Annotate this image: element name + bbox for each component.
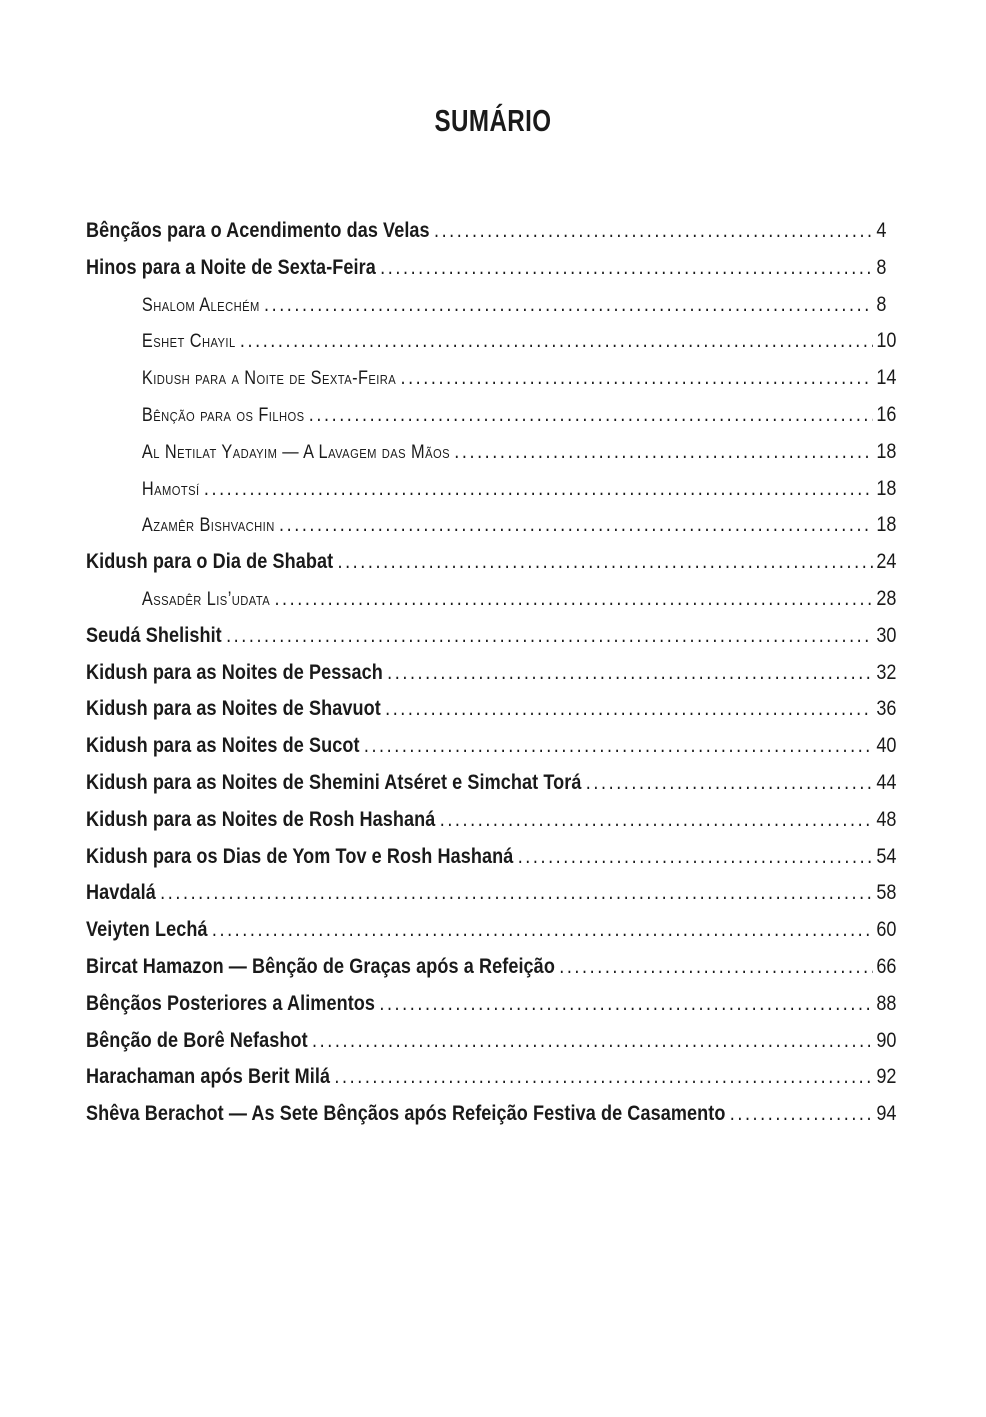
toc-entry[interactable] <box>86 218 902 255</box>
toc-entry-label: Veiyten Lechá <box>86 918 208 942</box>
toc-entry[interactable] <box>86 292 902 329</box>
dot-leader <box>582 770 873 795</box>
toc-entry-label: Shalom Alechém <box>141 294 260 316</box>
toc-entry-page: 8 <box>876 292 887 316</box>
toc-entry[interactable] <box>86 549 902 586</box>
dot-leader <box>305 402 873 427</box>
toc-entry[interactable] <box>86 476 902 513</box>
toc-entry-label: Eshet Chayil <box>141 331 236 353</box>
dot-leader <box>381 696 873 721</box>
toc-entry-page: 66 <box>876 954 897 978</box>
toc-entry[interactable] <box>86 844 902 881</box>
toc-entry-page: 10 <box>876 329 897 353</box>
toc-entry-label: Bircat Hamazon — Bênção de Graças após a Refeição <box>86 954 555 978</box>
toc-entry-label: Harachaman após Berit Milá <box>86 1065 331 1089</box>
toc-entry-label: Hamotsí <box>141 478 200 500</box>
toc-entry-page: 24 <box>876 550 897 574</box>
toc-entry-page: 90 <box>876 1028 897 1052</box>
toc-entry-page: 4 <box>876 219 887 242</box>
toc-entry[interactable] <box>86 255 902 292</box>
dot-leader <box>360 733 873 758</box>
dot-leader <box>208 917 873 942</box>
toc-entry[interactable] <box>86 402 902 439</box>
dot-leader <box>308 1028 873 1053</box>
toc-entry[interactable] <box>86 1028 902 1065</box>
toc-entry-label: Kidush para as Noites de Rosh Hashaná <box>86 807 436 831</box>
dot-leader <box>435 807 872 832</box>
toc-entry-label: Kidush para as Noites de Shavuot <box>86 697 381 721</box>
toc-entry-page: 18 <box>876 439 897 463</box>
dot-leader <box>330 1064 873 1089</box>
toc-entry-label: Azamêr Bishvachin <box>141 515 275 537</box>
toc-entry-label: Shêva Berachot — As Sete Bênçãos após Refeição Festiva de Casamento <box>86 1102 726 1126</box>
toc-entry[interactable] <box>86 1101 902 1138</box>
toc-entry-label: Hinos para a Noite de Sexta-Feira <box>86 255 376 279</box>
toc-entry-page: 18 <box>876 476 897 500</box>
dot-leader <box>376 255 873 280</box>
toc-entry[interactable] <box>86 991 902 1028</box>
toc-entry[interactable] <box>86 365 902 402</box>
dot-leader <box>333 549 873 574</box>
toc-entry[interactable] <box>86 954 902 991</box>
toc-entry-page: 54 <box>876 844 897 868</box>
dot-leader <box>725 1101 872 1126</box>
toc-entry-page: 48 <box>876 807 897 831</box>
toc-entry-label: Al Netilat Yadayim — A Lavagem das Mãos <box>141 441 450 463</box>
toc-entry[interactable] <box>86 660 902 697</box>
toc-entry-label: Bênção para os Filhos <box>141 404 305 426</box>
toc-entry-label: Kidush para a Noite de Sexta-Feira <box>141 368 397 390</box>
toc-entry-page: 88 <box>876 991 897 1015</box>
dot-leader <box>430 218 873 243</box>
toc-entry[interactable] <box>86 917 902 954</box>
toc-entry[interactable] <box>86 1064 902 1101</box>
dot-leader <box>375 991 873 1016</box>
page-title: SUMÁRIO <box>434 103 552 138</box>
toc-entry-label: Seudá Shelishit <box>86 623 222 647</box>
toc-entry-page: 16 <box>876 402 897 426</box>
dot-leader <box>156 880 873 905</box>
toc-entry[interactable] <box>86 328 902 365</box>
dot-leader <box>275 512 873 537</box>
dot-leader <box>270 586 873 611</box>
toc-entry-page: 8 <box>876 255 887 279</box>
toc-entry[interactable] <box>86 439 902 476</box>
toc-entry-page: 60 <box>876 918 897 942</box>
toc-entry-label: Havdalá <box>86 881 156 905</box>
toc-entry-page: 40 <box>876 734 897 758</box>
toc-entry-label: Kidush para as Noites de Shemini Atséret e Simchat Torá <box>86 770 582 794</box>
dot-leader <box>222 623 873 648</box>
toc-entry[interactable] <box>86 880 902 917</box>
toc-entry[interactable] <box>86 733 902 770</box>
toc-entry-page: 14 <box>876 366 897 390</box>
table-of-contents <box>86 218 902 1138</box>
toc-entry-label: Kidush para o Dia de Shabat <box>86 550 334 574</box>
dot-leader <box>555 954 873 979</box>
dot-leader <box>200 476 873 501</box>
toc-entry[interactable] <box>86 807 902 844</box>
toc-entry-label: Bênçãos Posteriores a Alimentos <box>86 991 376 1015</box>
toc-entry[interactable] <box>86 586 902 623</box>
toc-entry-label: Kidush para os Dias de Yom Tov e Rosh Hashaná <box>86 844 514 868</box>
dot-leader <box>236 328 873 353</box>
dot-leader <box>260 292 873 317</box>
toc-entry[interactable] <box>86 623 902 660</box>
toc-entry-page: 32 <box>876 660 897 684</box>
toc-entry-label: Bênçãos para o Acendimento das Velas <box>86 219 430 242</box>
toc-entry-label: Bênção de Borê Nefashot <box>86 1028 308 1052</box>
toc-entry[interactable] <box>86 770 902 807</box>
toc-entry-label: Assadêr Lis’udata <box>141 588 271 610</box>
dot-leader <box>513 844 873 869</box>
toc-entry-page: 44 <box>876 770 897 794</box>
toc-entry-label: Kidush para as Noites de Pessach <box>86 660 383 684</box>
toc-entry-page: 18 <box>876 513 897 537</box>
toc-entry-page: 30 <box>876 623 897 647</box>
dot-leader <box>450 439 873 464</box>
toc-entry-page: 94 <box>876 1102 897 1126</box>
toc-entry-page: 36 <box>876 697 897 721</box>
dot-leader <box>383 660 873 685</box>
toc-entry[interactable] <box>86 696 902 733</box>
toc-entry-label: Kidush para as Noites de Sucot <box>86 734 360 758</box>
dot-leader <box>396 365 873 390</box>
toc-entry-page: 28 <box>876 586 897 610</box>
toc-entry-page: 92 <box>876 1065 897 1089</box>
toc-entry-page: 58 <box>876 881 897 905</box>
toc-entry[interactable] <box>86 512 902 549</box>
